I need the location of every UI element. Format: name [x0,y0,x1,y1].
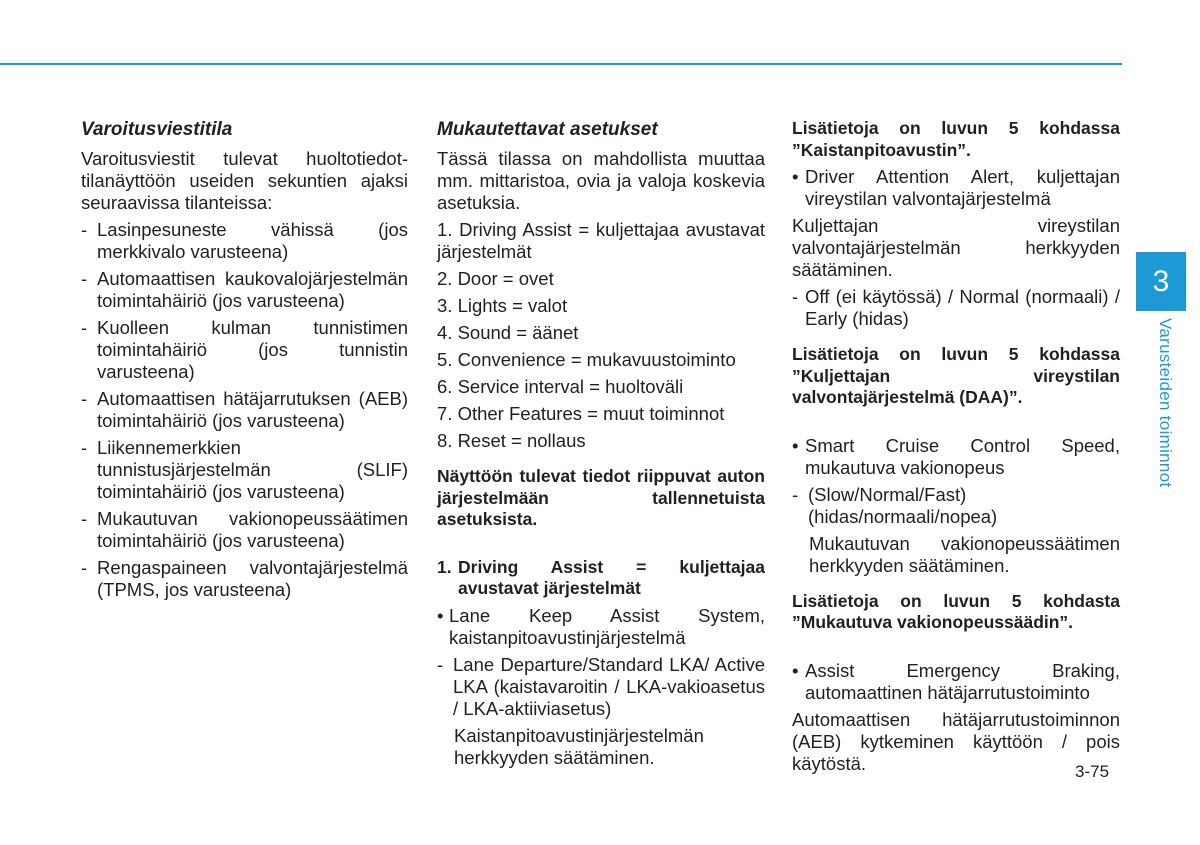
list-item: • Lane Keep Assist System, kaistanpitoavustinjärjestelmä [437,604,765,648]
lka-description: Kaistanpitoavustinjärjestelmän herkkyyden säätäminen. [454,724,704,768]
warning-intro: Varoitusviestit tulevat huoltotiedot-tilanäyttöön useiden sekuntien ajaksi seuraavissa tilanteissa: [81,148,408,213]
driving-assist-heading: 1. Driving Assist = kuljettajaa avustavat järjestelmät [437,556,765,598]
aeb-list [792,660,1120,704]
warning-list [81,219,408,601]
menu-item: 1. Driving Assist = kuljettajaa avustavat järjestelmät [437,219,765,262]
section-heading-custom-settings: Mukautettavat asetukset [437,119,658,140]
menu-item: 8. Reset = nollaus [437,430,586,451]
top-divider [0,63,1122,65]
settings-note: Näyttöön tulevat tiedot riippuvat auton järjestelmään tallennetuista asetuksista. [437,466,765,529]
list-item: - Liikennemerkkien tunnistusjärjestelmän (SLIF) toimintahäiriö (jos varusteena) [81,437,408,502]
scc-list [792,435,1120,528]
scc-description: Mukautuvan vakionopeussäätimen herkkyyden säätäminen. [809,532,1120,576]
menu-item: 6. Service interval = huoltoväli [437,376,684,397]
list-item: • Smart Cruise Control Speed, mukautuva vakionopeus [792,434,1120,478]
list-item: - Kuolleen kulman tunnistimen toimintahäiriö (jos tunnistin varusteena) [81,317,408,382]
column-2 [437,118,765,774]
column-3 [792,118,1120,780]
section-heading-warning-mode: Varoitusviestitila [81,119,233,140]
reference-daa: Lisätietoja on luvun 5 kohdassa ”Kuljettajan vireystilan valvontajärjestelmä (DAA)”. [792,344,1120,407]
chapter-title: Varusteiden toiminnot [1156,318,1175,488]
menu-item: 5. Convenience = mukavuustoiminto [437,349,736,370]
list-item: • Assist Emergency Braking, automaattinen hätäjarrutustoiminto [792,659,1120,703]
list-item: - Mukautuvan vakionopeussäätimen toimintahäiriö (jos varusteena) [81,508,408,551]
menu-item: 2. Door = ovet [437,268,554,289]
list-item: • Driver Attention Alert, kuljettajan vireystilan valvontajärjestelmä [792,166,1120,209]
column-1 [81,118,408,606]
list-item: - Automaattisen kaukovalojärjestelmän toimintahäiriö (jos varusteena) [81,268,408,311]
chapter-tab: 3 [1136,252,1186,311]
daa-description: Kuljettajan vireystilan valvontajärjestelmän herkkyyden säätäminen. [792,215,1120,280]
list-item: - Lane Departure/Standard LKA/ Active LKA (kaistavaroitin / LKA-vakioasetus / LKA-aktiiviasetus) [437,653,765,719]
menu-item: 7. Other Features = muut toiminnot [437,403,725,424]
reference-lka: Lisätietoja on luvun 5 kohdassa ”Kaistanpitoavustin”. [792,118,1120,160]
daa-options [792,286,1120,330]
driving-assist-list [437,605,765,720]
settings-menu-list [437,219,765,452]
list-item: - (Slow/Normal/Fast) (hidas/normaali/nopea) [792,483,998,527]
list-item: - Automaattisen hätäjarrutuksen (AEB) toimintahäiriö (jos varusteena) [81,388,408,431]
settings-intro: Tässä tilassa on mahdollista muuttaa mm. mittaristoa, ovia ja valoja koskevia asetuksia. [437,148,765,213]
menu-item: 4. Sound = äänet [437,322,579,343]
daa-list [792,166,1120,210]
menu-item: 3. Lights = valot [437,295,568,316]
page-number: 3-75 [1075,762,1110,781]
aeb-description: Automaattisen hätäjarrutustoiminnon (AEB) kytkeminen käyttöön / pois käytöstä. [792,708,1120,774]
list-item: - Off (ei käytössä) / Normal (normaali) / Early (hidas) [792,286,1120,329]
list-item: - Lasinpesuneste vähissä (jos merkkivalo varusteena) [81,219,408,262]
reference-scc: Lisätietoja on luvun 5 kohdasta ”Mukautuva vakionopeussäädin”. [792,590,1120,632]
list-item: - Rengaspaineen valvontajärjestelmä (TPMS, jos varusteena) [81,557,408,600]
